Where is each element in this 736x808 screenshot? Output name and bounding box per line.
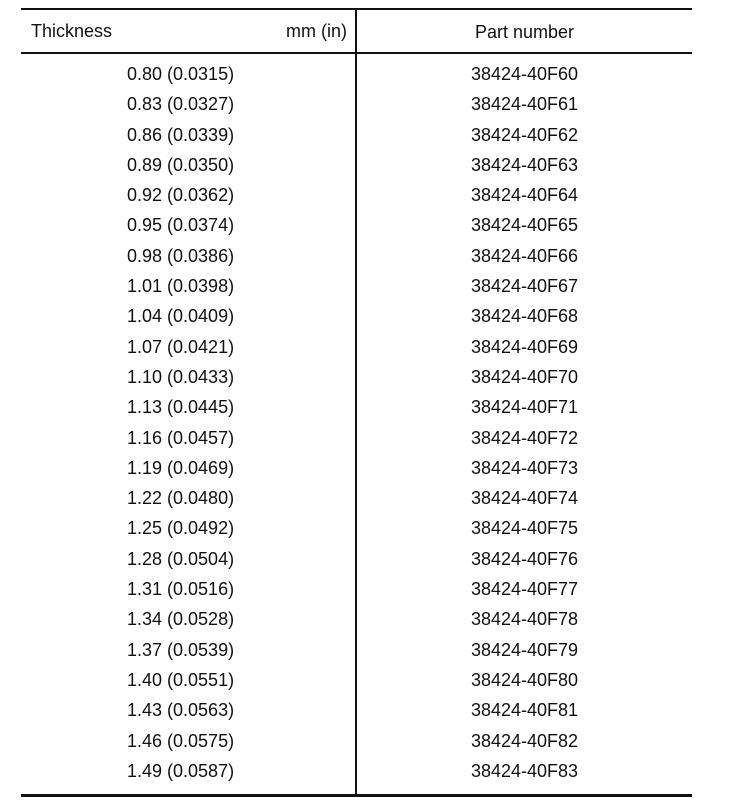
bottom-rule <box>21 794 692 797</box>
table-row <box>21 393 692 423</box>
table-row <box>21 545 692 575</box>
header-thickness: Thickness <box>31 21 113 41</box>
part-number-cell: 38424-40F72 <box>470 427 579 448</box>
table-row <box>21 333 692 363</box>
thickness-value: 1.28 (0.0504) <box>127 548 235 569</box>
table-row <box>21 696 692 726</box>
table-row <box>21 575 692 605</box>
table-row <box>21 302 692 332</box>
thickness-value: 0.80 (0.0315) <box>127 64 235 84</box>
part-number-cell: 38424-40F78 <box>470 609 579 630</box>
part-number-cell: 38424-40F83 <box>470 760 579 781</box>
part-number-cell: 38424-40F67 <box>470 276 579 297</box>
thickness-value: 0.98 (0.0386) <box>127 245 235 266</box>
part-number-cell: 38424-40F66 <box>470 245 579 266</box>
thickness-value: 1.01 (0.0398) <box>127 276 235 297</box>
table-row <box>21 454 692 484</box>
thickness-value: 1.19 (0.0469) <box>127 457 235 478</box>
table-row <box>21 242 692 272</box>
thickness-value: 1.37 (0.0539) <box>127 639 235 660</box>
part-number-cell: 38424-40F73 <box>470 457 579 478</box>
part-number-cell: 38424-40F64 <box>470 185 579 206</box>
table-body <box>21 60 692 787</box>
table-row <box>21 605 692 635</box>
table-row <box>21 757 692 787</box>
table-row <box>21 60 692 90</box>
part-number-cell: 38424-40F76 <box>470 548 579 569</box>
part-number-cell: 38424-40F71 <box>470 397 579 418</box>
thickness-value: 1.07 (0.0421) <box>127 336 235 357</box>
table-row <box>21 363 692 393</box>
thickness-value: 1.43 (0.0563) <box>127 700 235 721</box>
thickness-value: 0.89 (0.0350) <box>127 154 235 175</box>
table-row <box>21 181 692 211</box>
table-row <box>21 121 692 151</box>
table-row <box>21 636 692 666</box>
table-row <box>21 211 692 241</box>
header-unit: mm (in) <box>286 21 347 41</box>
thickness-value: 1.13 (0.0445) <box>127 397 235 418</box>
thickness-value: 1.34 (0.0528) <box>127 609 235 630</box>
part-number-cell: 38424-40F61 <box>470 94 579 115</box>
thickness-value: 1.49 (0.0587) <box>127 760 235 781</box>
thickness-value: 1.16 (0.0457) <box>127 427 235 448</box>
thickness-value: 1.31 (0.0516) <box>127 579 235 600</box>
header-part-number: Part number <box>474 22 575 42</box>
part-number-cell: 38424-40F69 <box>470 336 579 357</box>
thickness-part-table <box>21 0 692 808</box>
part-number-cell: 38424-40F81 <box>470 700 579 721</box>
table-row <box>21 484 692 514</box>
thickness-value: 1.22 (0.0480) <box>127 488 235 509</box>
thickness-value: 0.95 (0.0374) <box>127 215 235 236</box>
part-number-cell: 38424-40F63 <box>470 154 579 175</box>
thickness-value: 0.92 (0.0362) <box>127 185 235 206</box>
part-number-cell: 38424-40F74 <box>470 488 579 509</box>
table-row <box>21 90 692 120</box>
part-number-cell: 38424-40F79 <box>470 639 579 660</box>
part-number-cell: 38424-40F77 <box>470 579 579 600</box>
thickness-value: 0.86 (0.0339) <box>127 124 235 145</box>
part-number-cell: 38424-40F82 <box>470 730 579 751</box>
part-number-cell: 38424-40F62 <box>470 124 579 145</box>
table-row <box>21 151 692 181</box>
part-number-cell: 38424-40F75 <box>470 518 579 539</box>
part-number-cell: 38424-40F70 <box>470 366 579 387</box>
part-number-cell: 38424-40F65 <box>470 215 579 236</box>
part-number-cell: 38424-40F68 <box>470 306 579 327</box>
thickness-value: 0.83 (0.0327) <box>127 94 235 115</box>
thickness-value: 1.25 (0.0492) <box>127 518 235 539</box>
table-row <box>21 666 692 696</box>
part-number-cell: 38424-40F60 <box>470 64 579 84</box>
part-number-cell: 38424-40F80 <box>470 669 579 690</box>
thickness-value: 1.40 (0.0551) <box>127 669 235 690</box>
thickness-value: 1.46 (0.0575) <box>127 730 235 751</box>
thickness-value: 1.04 (0.0409) <box>127 306 235 327</box>
thickness-value: 1.10 (0.0433) <box>127 366 235 387</box>
table-row <box>21 424 692 454</box>
table-row <box>21 514 692 544</box>
table-row <box>21 272 692 302</box>
table-row <box>21 727 692 757</box>
